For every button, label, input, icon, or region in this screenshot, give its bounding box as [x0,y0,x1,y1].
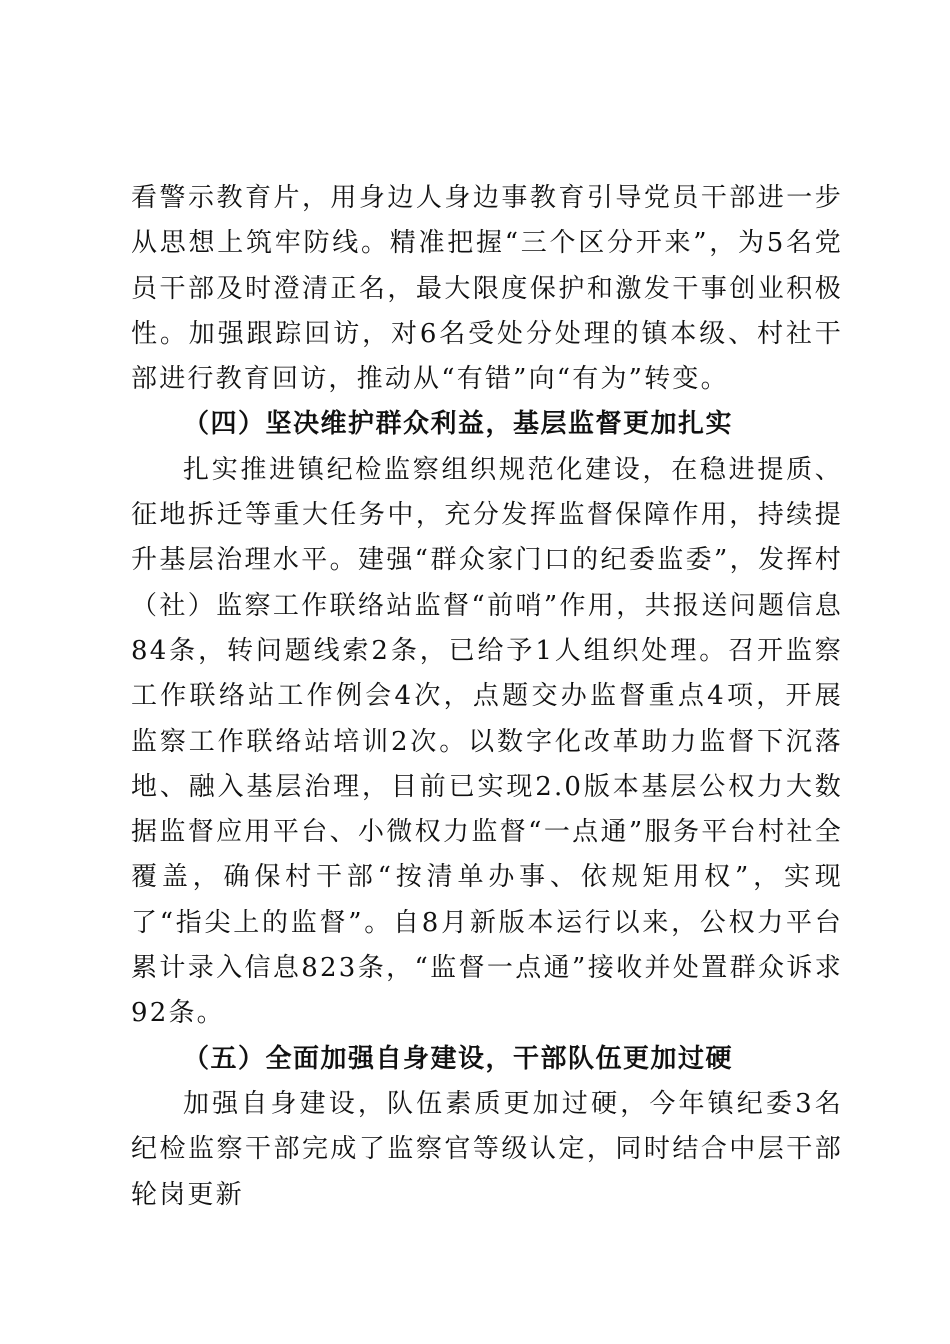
paragraph-section-5: 加强自身建设，队伍素质更加过硬，今年镇纪委3名纪检监察干部完成了监察官等级认定，同时结合中层干部轮岗更新 [131,1088,843,1210]
paragraph-continued: 看警示教育片，用身边人身边事教育引导党员干部进一步从思想上筑牢防线。精准把握“三个区分开来”，为5名党员干部及时澄清正名，最大限度保护和激发干事创业积极性。加强跟踪回访，对6名受处分处理的镇本级、村社干部进行教育回访，推动从“有错”向“有为”转变。 [131,183,843,395]
paragraph-section-4: 扎实推进镇纪检监察组织规范化建设，在稳进提质、征地拆迁等重大任务中，充分发挥监督保障作用，持续提升基层治理水平。建强“群众家门口的纪委监委”，发挥村（社）监察工作联络站监督“前哨”作用，共报送问题信息84条，转问题线索2条，已给予1人组织处理。召开监察工作联络站工作例会4次，点题交办监督重点4项，开展监察工作联络站培训2次。以数字化改革助力监督下沉落地、融入基层治理，目前已实现2.0版本基层公权力大数据监督应用平台、小微权力监督“一点通”服务平台村社全覆盖，确保村干部“按清单办事、依规矩用权”，实现了“指尖上的监督”。自8月新版本运行以来，公权力平台累计录入信息823条，“监督一点通”接收并处置群众诉求92条。 [131,454,843,1029]
section-heading-5: （五）全面加强自身建设，干部队伍更加过硬 [183,1043,734,1074]
section-heading-4: （四）坚决维护群众利益，基层监督更加扎实 [183,409,734,440]
document-body [131,176,843,1218]
